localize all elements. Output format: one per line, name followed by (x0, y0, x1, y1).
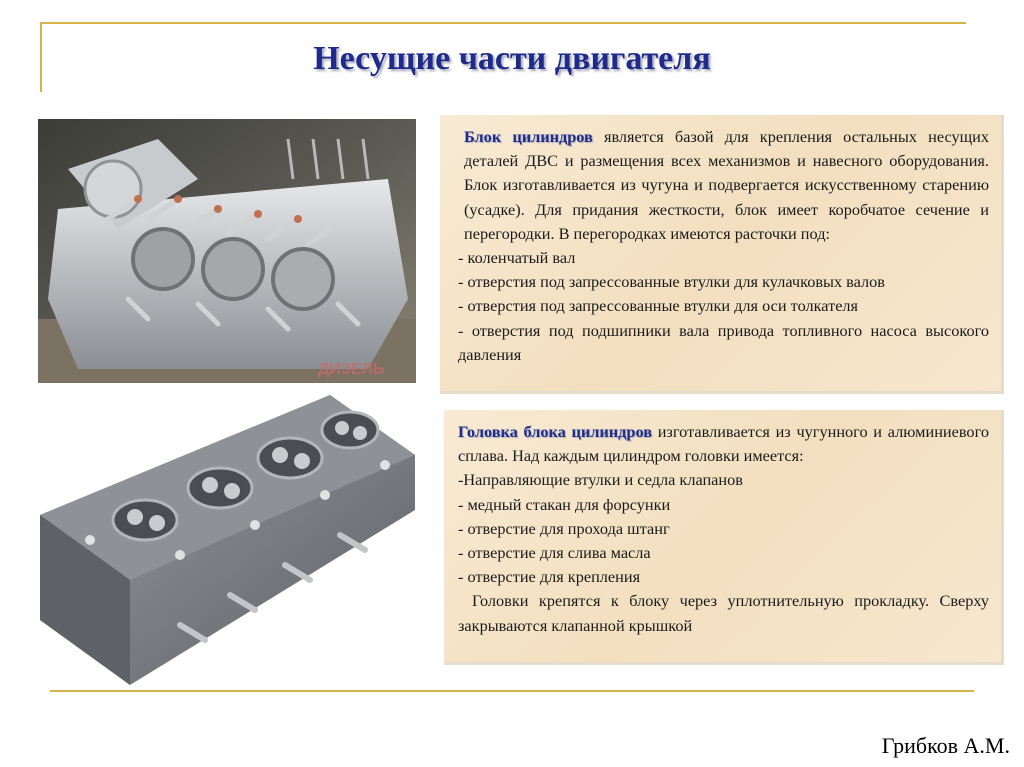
cylinder-head-description (444, 410, 1004, 665)
list-item: - отверстия под запрессованные втулки для оси толкателя (458, 296, 859, 316)
frame-top-line (40, 22, 966, 24)
cylinder-block-text: является базой для крепления остальных несущих деталей ДВС и размещения всех механизмов и навесного оборудования. Блок изготавливается из чугуна и подвергается искусственному старению (усадке). Для придания жесткости, блок имеет коробчатое сечение и перегородки. В перегородках имеются расточки под: (464, 127, 989, 243)
list-item: - отверстие для крепления (458, 567, 641, 587)
page-title: Несущие части двигателя (313, 40, 711, 77)
engine-block-watermark: ДИЗЕЛЬ (318, 361, 385, 378)
cylinder-block-term: Блок цилиндров (464, 127, 593, 146)
frame-bottom-line (50, 690, 974, 692)
cylinder-head-paragraph (458, 420, 989, 468)
cylinder-head-text: изготавливается из чугунного и алюминиевого сплава. Над каждым цилиндром головки имеется: (458, 422, 989, 466)
engine-block-photo (38, 119, 416, 383)
cylinder-head-term: Головка блока цилиндров (458, 422, 652, 441)
list-item: - отверстия под запрессованные втулки для кулачковых валов (458, 272, 885, 292)
list-item: - медный стакан для форсунки (458, 494, 671, 514)
list-item: - коленчатый вал (458, 248, 576, 268)
cylinder-block-description (440, 115, 1004, 394)
list-item: - отверстие для слива масла (458, 543, 651, 563)
list-item: - отверстие для прохода штанг (458, 518, 670, 538)
list-item: -Направляющие втулки и седла клапанов (458, 470, 743, 490)
cylinder-head-photo (30, 390, 422, 690)
author-name: Грибков А.М. (881, 733, 1010, 758)
cylinder-block-paragraph (458, 125, 989, 246)
cylinder-head-closing: Головки крепятся к блоку через уплотнительную прокладку. Сверху закрываются клапанной крышкой (458, 591, 989, 635)
list-item: - отверстия под подшипники вала привода топливного насоса высокого давления (458, 320, 989, 364)
